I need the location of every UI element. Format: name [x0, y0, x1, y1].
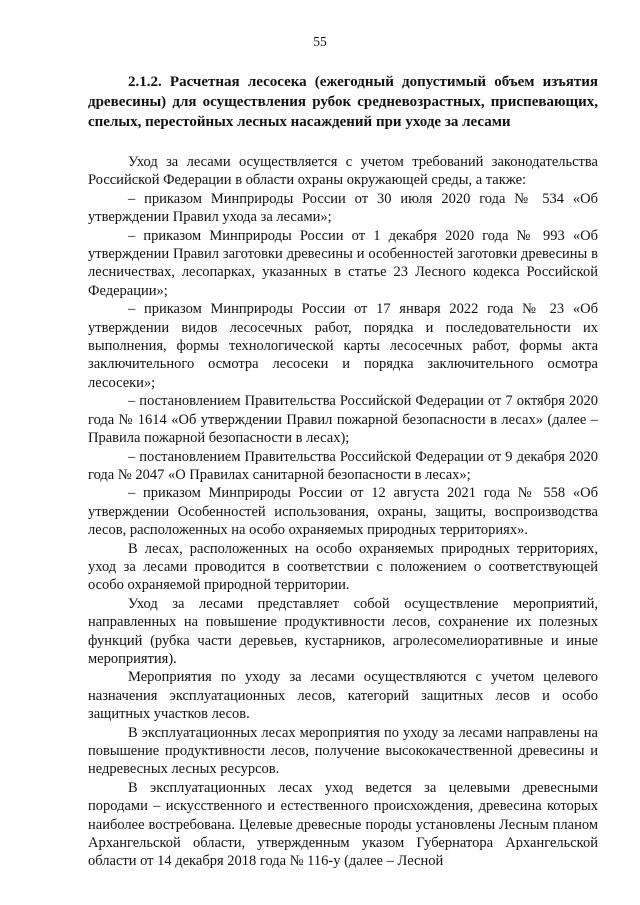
paragraph-resolution-2047: – постановлением Правительства Российской Федерации от 9 декабря 2020 года № 2047 «О Правилах санитарной безопасности в лесах»; — [88, 448, 598, 483]
paragraph-order-534: – приказом Минприроды России от 30 июля 2020 года № 534 «Об утверждении Правил ухода за лесами»; — [88, 190, 598, 226]
paragraph-protected-areas: В лесах, расположенных на особо охраняемых природных территориях, уход за лесами проводится в соответствии с положением о соответствующей особо охраняемой природной территории. — [88, 540, 598, 594]
page-number: 55 — [313, 34, 327, 49]
paragraph-intro: Уход за лесами осуществляется с учетом требований законодательства Российской Федерации в области охраны окружающей среды, а также: — [88, 154, 598, 189]
paragraph-order-993: – приказом Минприроды России от 1 декабря 2020 года № 993 «Об утверждении Правил заготовки древесины и особенностей заготовки древесины в лесничествах, лесопарках, указанных в статье 23 Лесного кодекса Российской Федерации»; — [88, 227, 598, 299]
paragraph-target-species: В эксплуатационных лесах уход ведется за целевыми древесными породами – искусственного и естественного происхождения, древесина которых наиболее востребована. Целевые древесные породы установлены Лесным планом Архангельской области, утвержденным указом Губернатора Архангельской области от 14 декабря 2018 года № 116-у (далее – Лесной — [88, 779, 598, 870]
paragraph-exploitation-forests: В эксплуатационных лесах мероприятия по уходу за лесами направлены на повышение продуктивности лесов, получение высококачественной древесины и недревесных лесных ресурсов. — [88, 724, 598, 778]
section-heading: 2.1.2. Расчетная лесосека (ежегодный допустимый объем изъятия древесины) для осуществления рубок средневозрастных, приспевающих, спелых, перестойных лесных насаждений при уходе за лесами — [88, 74, 598, 130]
paragraph-care-measures: Мероприятия по уходу за лесами осуществляются с учетом целевого назначения эксплуатационных лесов, категорий защитных лесов и особо защитных участков лесов. — [88, 669, 598, 723]
paragraph-order-558: – приказом Минприроды России от 12 августа 2021 года № 558 «Об утверждении Особенностей использования, охраны, защиты, воспроизводства лесов, расположенных на особо охраняемых природных территориях». — [88, 485, 598, 539]
paragraph-order-23: – приказом Минприроды России от 17 января 2022 года № 23 «Об утверждении видов лесосечных работ, порядка и последовательности их выполнения, формы технологической карты лесосечных работ, формы акта заключительного осмотра лесосеки и порядка заключительного осмотра лесосеки»; — [88, 301, 598, 391]
paragraph-resolution-1614: – постановлением Правительства Российской Федерации от 7 октября 2020 года № 1614 «Об утверждении Правил пожарной безопасности в лесах» (далее – Правила пожарной безопасности в лесах); — [88, 393, 598, 447]
paragraph-forest-care-definition: Уход за лесами представляет собой осуществление мероприятий, направленных на повышение продуктивности лесов, сохранение их полезных функций (рубка части деревьев, кустарников, агролесомелиоративные и иные мероприятия). — [88, 595, 598, 667]
document-body — [88, 72, 598, 871]
